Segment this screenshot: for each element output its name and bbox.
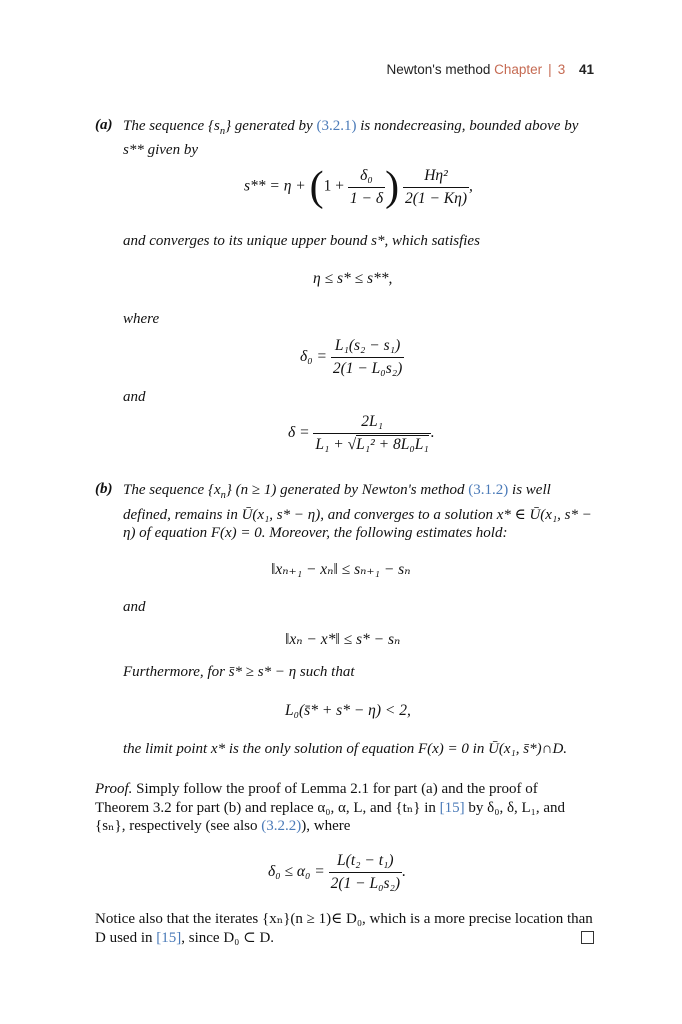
eq8-lhs: δ₀ ≤ α₀ = xyxy=(268,863,325,881)
proof-label: Proof. xyxy=(95,781,133,797)
part-a-text-1: The sequence {s xyxy=(123,118,220,134)
eq4-den-b: L₁² + 8L₀L₁ xyxy=(356,436,429,453)
equation-s-double-star xyxy=(244,166,473,208)
ref-3-1-2[interactable]: (3.1.2) xyxy=(468,482,509,498)
header-title: Newton's method xyxy=(386,62,491,77)
eq4-frac xyxy=(313,413,430,454)
converges-text: and converges to its unique upper bound s*, which satisfies xyxy=(123,233,480,249)
paren-close: ) xyxy=(385,164,400,210)
ref-3-2-2[interactable]: (3.2.2) xyxy=(261,818,302,834)
running-header xyxy=(386,62,594,77)
proof-paragraph xyxy=(95,780,595,836)
notice-text-1: Notice also that the iterates {xₙ}(n ≥ 1)∈ D₀, which is a more precise location than D used in xyxy=(95,911,593,946)
and-text-2: and xyxy=(123,599,146,615)
eq1-den: 1 − δ xyxy=(349,189,384,207)
eq4-end: . xyxy=(430,424,435,442)
part-a-label: (a) xyxy=(95,117,113,133)
and-text-1: and xyxy=(123,389,146,405)
eq1-end: , xyxy=(469,177,473,195)
eq1-num: δ₀ xyxy=(348,167,385,188)
ref-15-b[interactable]: [15] xyxy=(156,930,182,946)
eq1-den2: 2(1 − Kη) xyxy=(404,189,467,207)
equation-delta-zero xyxy=(300,337,404,378)
equation-estimate-1: ‖xₙ₊₁ − xₙ‖ ≤ sₙ₊₁ − sₙ xyxy=(271,561,411,578)
where-text: where xyxy=(123,311,160,327)
proof-text-3: ), where xyxy=(301,818,351,834)
eq3-frac xyxy=(331,337,404,378)
eq4-den xyxy=(313,434,430,454)
eq1-lhs: s** = η + xyxy=(244,177,306,195)
eq8-num: L(t₂ − t₁) xyxy=(329,852,402,873)
eq8-den: 2(1 − L₀s₂) xyxy=(330,875,401,892)
notice-paragraph xyxy=(95,910,595,948)
page-number: 41 xyxy=(578,62,594,77)
eq4-den-a: L₁ + xyxy=(315,436,348,453)
equation-estimate-2: ‖xₙ − x*‖ ≤ s* − sₙ xyxy=(285,631,401,648)
paren-open: ( xyxy=(309,164,324,210)
part-b-text: The sequence $\{x_n\} (n \ge 1)$ generated by Newton's method (3.1.2) is well defined, remains in Ū(x₁, s* − η), and converges to a solution x* ∈ Ū(x₁, s* − η) of equation F(x) = 0. Moreover, the following estimates hold: xyxy=(123,482,592,541)
equation-bounds: η ≤ s* ≤ s**, xyxy=(313,270,393,287)
eq8-frac xyxy=(329,852,402,893)
part-b-text-1: The sequence {x xyxy=(123,482,221,498)
ref-3-2-1[interactable]: (3.2.1) xyxy=(316,118,357,134)
header-chapter-number: 3 xyxy=(557,62,566,77)
notice-text-2: , since D₀ ⊂ D. xyxy=(181,930,275,946)
eq8-end: . xyxy=(402,863,406,881)
part-b-text-3: is well defined, remains in Ū(x₁, s* − η), and converges to a solution x* ∈ Ū(x₁, s* − η) of equation F(x) = 0. Moreover, the following estimates hold: xyxy=(123,482,592,541)
qed-box-icon xyxy=(581,931,594,944)
eq3-den: 2(1 − L₀s₂) xyxy=(332,360,403,377)
part-a-text-3: is nondecreasing, bounded above by s** given by xyxy=(123,118,579,158)
part-b-text-2: } (n ≥ 1) generated by Newton's method xyxy=(225,482,469,498)
proof-text-1: Simply follow the proof of Lemma 2.1 for part (a) and the proof of Theorem 3.2 for part (b) and replace α₀, α, L, and {tₙ} in xyxy=(95,781,538,816)
part-a-text-2: } generated by xyxy=(225,118,317,134)
eq1-one: 1 + xyxy=(323,177,345,195)
eq4-num: 2L₁ xyxy=(313,413,430,434)
sqrt-symbol: √ xyxy=(347,436,357,453)
eq4-lhs: δ = xyxy=(288,424,310,442)
eq1-frac-1 xyxy=(348,167,385,208)
ref-15[interactable]: [15] xyxy=(439,799,465,816)
limit-text: the limit point x* is the only solution of equation F(x) = 0 in Ū(x₁, s̄*)∩D. xyxy=(123,741,568,757)
equation-delta xyxy=(288,413,435,454)
eq3-lhs: δ₀ = xyxy=(300,348,327,366)
equation-delta-alpha xyxy=(268,852,406,893)
header-separator: | xyxy=(548,62,552,77)
eq1-frac-2 xyxy=(403,167,469,208)
part-a-text: The sequence $\{s_n\}$ generated by (3.2.1) is nondecreasing, bounded above by s** given by xyxy=(123,118,579,158)
equation-condition: L₀(s̄* + s* − η) < 2, xyxy=(285,702,411,719)
proof-text-2: by δ₀, δ, L₁, and {sₙ}, respectively (see also xyxy=(95,799,566,834)
header-chapter-label: Chapter xyxy=(494,62,543,77)
furthermore-text: Furthermore, for s̄* ≥ s* − η such that xyxy=(123,664,355,680)
part-b-label: (b) xyxy=(95,481,113,497)
eq3-num: L₁(s₂ − s₁) xyxy=(331,337,404,358)
eq1-num2: Hη² xyxy=(403,167,469,188)
